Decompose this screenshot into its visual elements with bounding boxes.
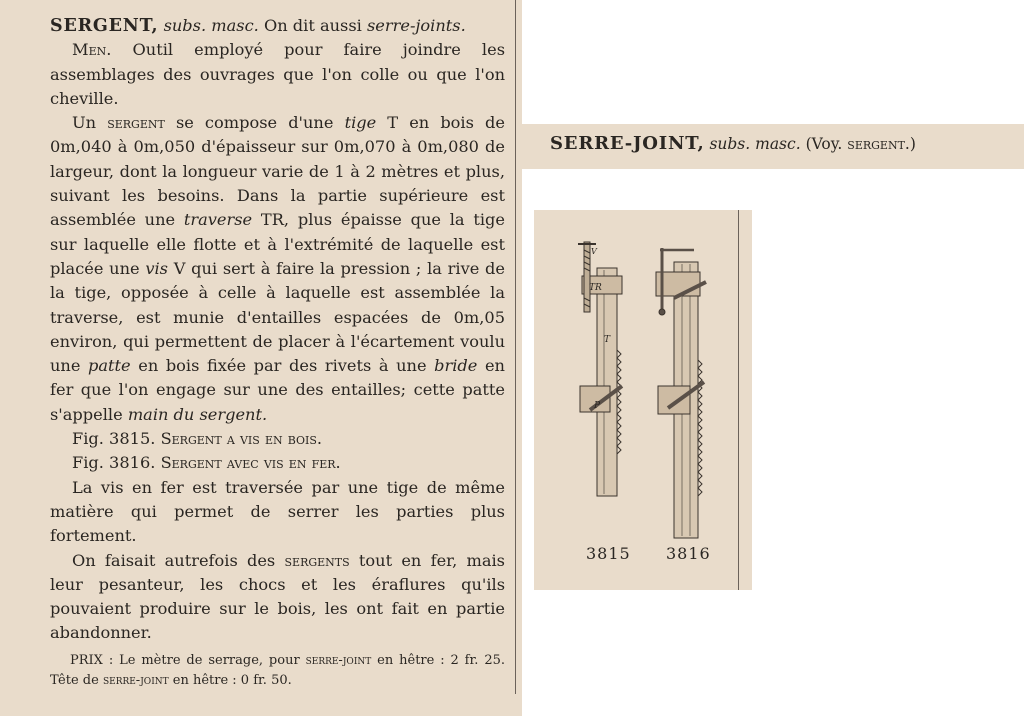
term-sergent: sergent (107, 113, 165, 133)
entry-serre-joint-strip (522, 124, 1024, 169)
text-run: Un (72, 113, 97, 133)
cross-ref-close: ) (909, 135, 916, 153)
cross-ref-link[interactable]: sergent. (847, 135, 910, 153)
label-TR: TR (589, 283, 602, 293)
term-vis: vis (145, 258, 168, 278)
term-tige: tige (344, 113, 377, 133)
text-run: en hêtre : 0 fr. 50. (172, 673, 292, 688)
entry-serre-joint (550, 133, 916, 154)
text-run: On faisait autrefois des (72, 550, 276, 570)
clamp-illustrations (534, 210, 738, 540)
figure-reference-3816 (50, 451, 505, 475)
text-run: V qui sert à faire la pression ; la rive de la tige, opposée à celle à laquelle est assemblée la traverse, est munie d'entailles espacées de 0m,05 environ, qui permettent de placer à l'écartement voulu une (50, 258, 505, 376)
clamp-foot (658, 386, 690, 414)
domain-abbreviation: Men. (72, 40, 112, 60)
headword-serre-joint: SERRE-JOINT, (550, 133, 705, 154)
cross-ref-open: (Voy. (805, 135, 843, 153)
text-run: T en bois de 0m,040 à 0m,050 d'épaisseur sur 0m,070 à 0m,080 de largeur, dont la longueur varie de 1 à 2 mètres et plus, suivant les besoins. Dans la partie supérieure est assemblée une (50, 113, 505, 230)
clamp-3815-illustration (578, 242, 622, 496)
term-serre-joint: serre-joint (102, 673, 169, 688)
term-bride: bride (434, 356, 478, 376)
screw-tip (659, 309, 665, 315)
grammar-label: subs. masc. (709, 135, 801, 153)
term-sergents: sergents (284, 550, 350, 570)
alias-intro: On dit aussi (263, 16, 362, 35)
label-P: P (594, 401, 601, 411)
figure-number-3816: 3816 (666, 544, 711, 563)
figure-caption: Sergent a vis en bois. (160, 429, 323, 449)
alias-term: serre-joints. (367, 16, 466, 35)
definition-paragraph (50, 38, 505, 111)
term-serre-joint: serre-joint (305, 653, 372, 668)
figure-number: Fig. 3815. (72, 429, 156, 449)
headword-sergent: SERGENT, (50, 16, 159, 36)
column-rule (738, 210, 739, 590)
history-paragraph (50, 549, 505, 646)
label-V: V (591, 247, 597, 256)
term-patte: patte (88, 356, 131, 376)
text-run: en fer que l'on engage sur une des entailles; cette patte s'appelle (50, 356, 505, 424)
text-run: en bois fixée par des rivets à une (138, 356, 427, 376)
term-traverse: traverse (183, 210, 253, 230)
entry-sergent (50, 14, 505, 646)
term-main-du-sergent: main du sergent. (127, 404, 268, 424)
figure-caption: Sergent avec vis en fer. (160, 453, 341, 473)
text-run: se compose d'une (175, 113, 334, 133)
clamp-bar (597, 268, 617, 496)
definition-text: Outil employé pour faire joindre les assemblages des ouvrages que l'on colle ou que l'on cheville. (50, 40, 505, 108)
bar-notches (617, 350, 621, 454)
entry-heading (50, 14, 505, 38)
text-run: Le mètre de serrage, pour (119, 653, 300, 668)
price-line (50, 651, 505, 691)
text-run: TR, plus épaisse que la tige sur laquelle elle flotte et à l'extrémité de laquelle est placée une (50, 210, 505, 278)
bar-notches (698, 360, 702, 496)
text-run: tout en fer, mais leur pesanteur, les chocs et les éraflures qu'ils pouvaient produire sur le bois, les ont fait en partie abandonner. (50, 550, 505, 643)
description-paragraph (50, 111, 505, 427)
figure-panel (534, 210, 752, 590)
iron-screw-paragraph: La vis en fer est traversée par une tige de même matière qui permet de serrer les parties plus fortement. (50, 477, 505, 546)
label-T: T (604, 335, 611, 345)
figure-number-3815: 3815 (586, 544, 631, 563)
price-note (50, 651, 505, 691)
figure-reference-3815 (50, 427, 505, 451)
column-rule (515, 0, 516, 694)
grammar-label: subs. masc. (163, 16, 259, 35)
clamp-3816-illustration (656, 248, 706, 538)
text-run: en hêtre : 2 fr. 25. Tête de (50, 653, 505, 688)
figure-number: Fig. 3816. (72, 453, 156, 473)
price-label: PRIX : (70, 653, 114, 668)
